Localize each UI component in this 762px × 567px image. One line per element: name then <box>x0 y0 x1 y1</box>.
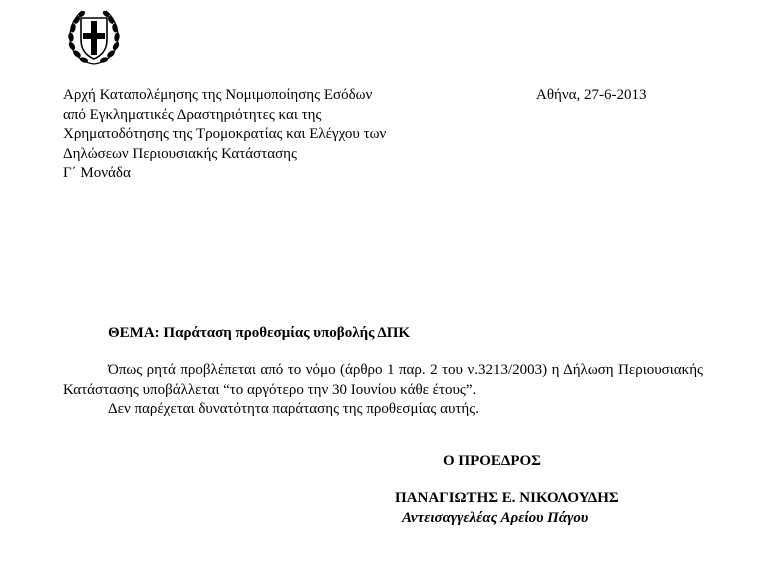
signature-title: Ο ΠΡΟΕΔΡΟΣ <box>443 453 541 469</box>
document-date: Αθήνα, 27-6-2013 <box>536 87 647 103</box>
authority-unit: Γ΄ Μονάδα <box>63 165 131 181</box>
authority-line: Δηλώσεων Περιουσιακής Κατάστασης <box>63 145 297 162</box>
signatory-name: ΠΑΝΑΓΙΩΤΗΣ Ε. ΝΙΚΟΛΟΥΔΗΣ <box>395 490 619 506</box>
authority-line: από Εγκληματικές Δραστηριότητες και της <box>63 106 322 123</box>
body-paragraph: Δεν παρέχεται δυνατότητα παράτασης της προθεσμίας αυτής. <box>108 401 479 417</box>
signatory-role: Αντεισαγγελέας Αρείου Πάγου <box>402 510 589 526</box>
document-body <box>63 361 703 420</box>
body-paragraph: Όπως ρητά προβλέπεται από το νόμο (άρθρο 1 παρ. 2 του ν.3213/2003) η Δήλωση Περιουσιακής Κατάστασης υποβάλλεται “το αργότερο την 30 Ιουνίου κάθε έτους”. <box>63 362 703 398</box>
authority-line: Χρηματοδότησης της Τρομοκρατίας και Ελέγχου των <box>63 126 387 142</box>
issuing-authority <box>63 86 386 184</box>
greek-coat-of-arms-icon <box>64 6 124 68</box>
authority-line: Αρχή Καταπολέμησης της Νομιμοποίησης Εσόδων <box>63 87 373 103</box>
document-subject: ΘΕΜΑ: Παράταση προθεσμίας υποβολής ΔΠΚ <box>108 325 411 341</box>
